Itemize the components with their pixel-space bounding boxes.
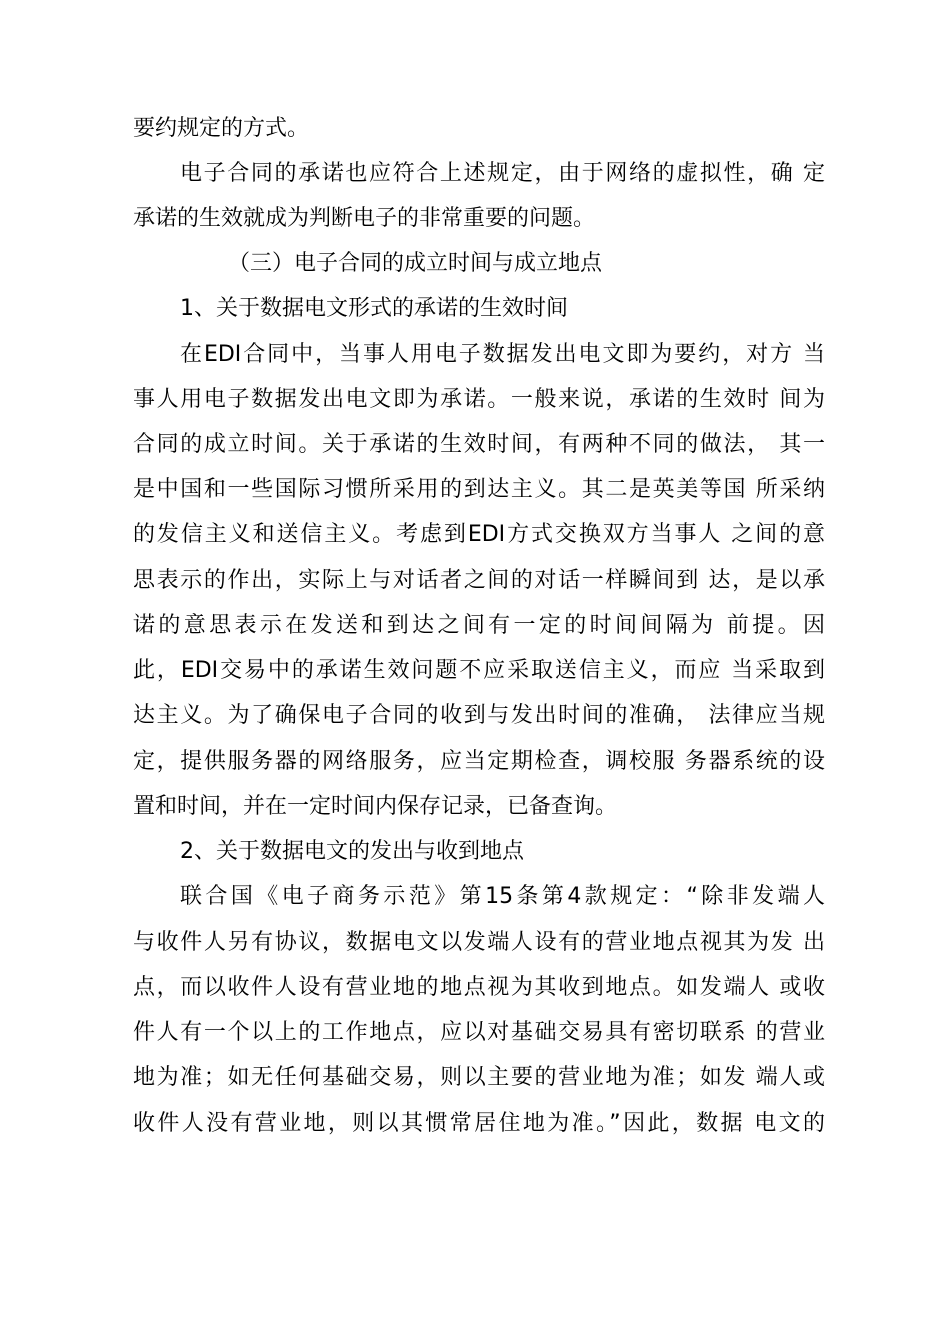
- text-line: 点，而以收件人设有营业地的地点视为其收到地点。如发端人 或收: [133, 975, 825, 1000]
- text-line: 诺的意思表示在发送和到达之间有一定的时间间隔为 前提。因: [133, 613, 825, 638]
- text-line: 合同的成立时间。关于承诺的生效时间，有两种不同的做法， 其一: [133, 432, 825, 457]
- section-heading: （三）电子合同的成立时间与成立地点: [228, 251, 603, 276]
- text-line: 收件人没有营业地，则以其惯常居住地为准。”因此，数据 电文的: [133, 1111, 825, 1136]
- text-line: 定，提供服务器的网络服务，应当定期检查，调校服 务器系统的设: [133, 749, 825, 774]
- subsection-heading: 1、关于数据电文形式的承诺的生效时间: [180, 296, 568, 321]
- text-line: 地为准；如无任何基础交易，则以主要的营业地为准；如发 端人或: [133, 1065, 825, 1090]
- text-line: 电子合同的承诺也应符合上述规定，由于网络的虚拟性，确 定: [180, 161, 825, 186]
- text-line: 思表示的作出，实际上与对话者之间的对话一样瞬间到 达，是以承: [133, 568, 825, 593]
- text-line: 事人用电子数据发出电文即为承诺。一般来说，承诺的生效时 间为: [133, 387, 825, 412]
- text-line: 此，EDI交易中的承诺生效问题不应采取送信主义，而应 当采取到: [133, 658, 825, 683]
- text-line: 联合国《电子商务示范》第15条第4款规定：“除非发端人: [180, 884, 825, 909]
- text-line: 置和时间，并在一定时间内保存记录，已备查询。: [133, 794, 618, 819]
- text-line: 在EDI合同中，当事人用电子数据发出电文即为要约，对方 当: [180, 342, 825, 367]
- text-line: 件人有一个以上的工作地点，应以对基础交易具有密切联系 的营业: [133, 1020, 825, 1045]
- text-line: 的发信主义和送信主义。考虑到EDI方式交换双方当事人 之间的意: [133, 522, 825, 547]
- text-line: 是中国和一些国际习惯所采用的到达主义。其二是英美等国 所采纳: [133, 477, 825, 502]
- text-line: 要约规定的方式。: [133, 116, 310, 141]
- text-line: 与收件人另有协议，数据电文以发端人设有的营业地点视其为发 出: [133, 930, 825, 955]
- text-line: 达主义。为了确保电子合同的收到与发出时间的准确， 法律应当规: [133, 703, 825, 728]
- text-line: 承诺的生效就成为判断电子的非常重要的问题。: [133, 206, 596, 231]
- subsection-heading: 2、关于数据电文的发出与收到地点: [180, 839, 524, 864]
